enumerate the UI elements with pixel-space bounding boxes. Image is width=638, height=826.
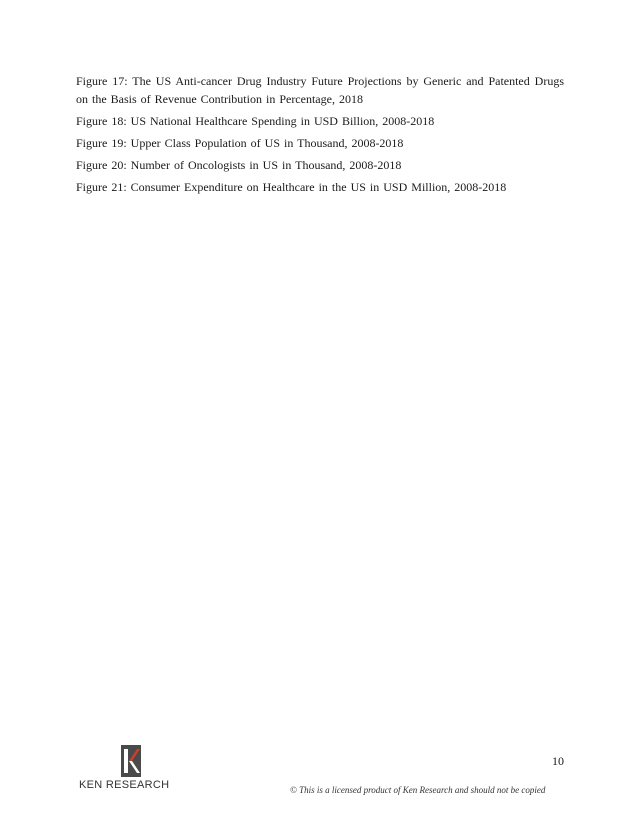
ken-research-logo: [79, 745, 183, 795]
logo-k-mark-icon: [121, 745, 141, 777]
figure-entry-21: Figure 21: Consumer Expenditure on Healthcare in the US in USD Million, 2008-2018: [76, 180, 507, 194]
figure-entry-18: Figure 18: US National Healthcare Spending in USD Billion, 2008-2018: [76, 114, 435, 128]
figure-entry-17: Figure 17: The US Anti-cancer Drug Industry Future Projections by Generic and Patented Drugs on the Basis of Revenue Contribution in Percentage, 2018: [76, 74, 564, 106]
figure-entry-20: Figure 20: Number of Oncologists in US in Thousand, 2008-2018: [76, 158, 402, 172]
page-number: 10: [552, 754, 564, 768]
list-of-figures: [76, 72, 564, 200]
logo-wordmark: KEN RESEARCH: [79, 779, 170, 791]
copyright-notice: © This is a licensed product of Ken Research and should not be copied: [290, 785, 546, 795]
figure-entry-19: Figure 19: Upper Class Population of US in Thousand, 2008-2018: [76, 136, 404, 150]
